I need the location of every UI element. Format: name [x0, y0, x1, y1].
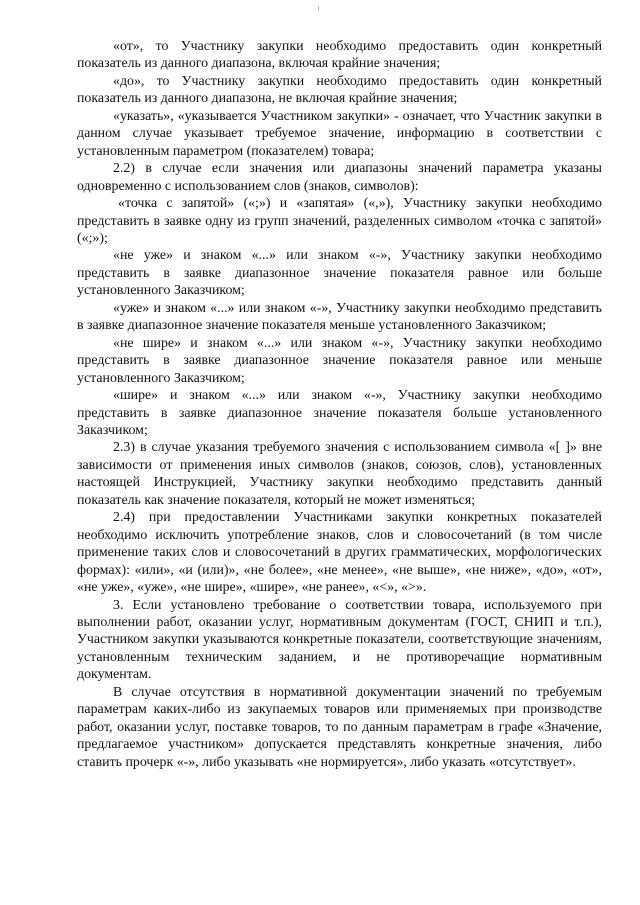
paragraph-uzhe: «уже» и знаком «...» или знаком «-», Участнику закупки необходимо представить в заявке диапазонное значение показателя меньше установленного Заказчиком;: [77, 300, 602, 334]
paragraph-otsutstvie: В случае отсутствия в нормативной документации значений по требуемым параметрам каких-либо из закупаемых товаров или применяемых при производстве работ, оказании услуг, поставке товаров, то по данным параметрам в графе «Значение, предлагаемое участником» допускается представлять конкретные значения, либо ставить прочерк «-», либо указывать «не нормируется», либо указать «отсутствует».: [77, 684, 602, 770]
paragraph-ukazat: «указать», «указывается Участником закупки» - означает, что Участник закупки в данном случае указывает требуемое значение, информацию в соответствии с установленным параметром (показателем) товара;: [77, 108, 602, 159]
paragraph-ot: «от», то Участнику закупки необходимо предоставить один конкретный показатель из данного диапазона, включая крайние значения;: [77, 39, 602, 72]
paragraph-semicolon: «точка с запятой» («;») и «запятая» («,»), Участнику закупки необходимо представить в заявке одну из групп значений, разделенных символом «точка с запятой» («;»);: [77, 196, 602, 246]
paragraph-2-3: 2.3) в случае указания требуемого значения с использованием символа «[ ]» вне зависимости от применения иных символов (знаков, союзов, слов), установленных настоящей Инструкцией, Участнику закупки необходимо представить данный показатель как значение показателя, который не может изменяться;: [77, 440, 602, 508]
paragraph-shire: «шире» и знаком «...» или знаком «-», Участнику закупки необходимо представить в заявке диапазонное значение показателя больше установленного Заказчиком;: [77, 388, 602, 438]
paragraph-2-2: 2.2) в случае если значения или диапазоны значений параметра указаны одновременно с использованием слов (знаков, символов):: [77, 161, 602, 194]
paragraph-ne-shire: «не шире» и знаком «...» или знаком «-», Участнику закупки необходимо представить в заявке диапазонное значение показателя равное или меньше установленного Заказчиком;: [77, 335, 602, 386]
scan-mark: [318, 6, 319, 11]
paragraph-ne-uzhe: «не уже» и знаком «...» или знаком «-», Участнику закупки необходимо представить в заявке диапазонное значение показателя равное или больше установленного Заказчиком;: [77, 248, 602, 299]
paragraph-3: 3. Если установлено требование о соответствии товара, используемого при выполнении работ, оказании услуг, нормативным документам (ГОСТ, СНИП и т.п.), Участником закупки указываются конкретные показатели, соответствующие значениям, установленным техническим заданием, и не противоречащие нормативным документам.: [77, 597, 602, 683]
paragraph-2-4: 2.4) при предоставлении Участниками закупки конкретных показателей необходимо исключить употребление знаков, слов и словосочетаний (в том числе применение таких слов и словосочетаний в других грамматических, морфологических формах): «или», «и (или)», «не более», «не менее», «не выше», «не ниже», «до», «от», «не уже», «уже», «не шире», «шире», «не ранее», «<», «>».: [77, 510, 602, 596]
paragraph-do: «до», то Участнику закупки необходимо предоставить один конкретный показатель из данного диапазона, не включая крайние значения;: [77, 73, 602, 107]
